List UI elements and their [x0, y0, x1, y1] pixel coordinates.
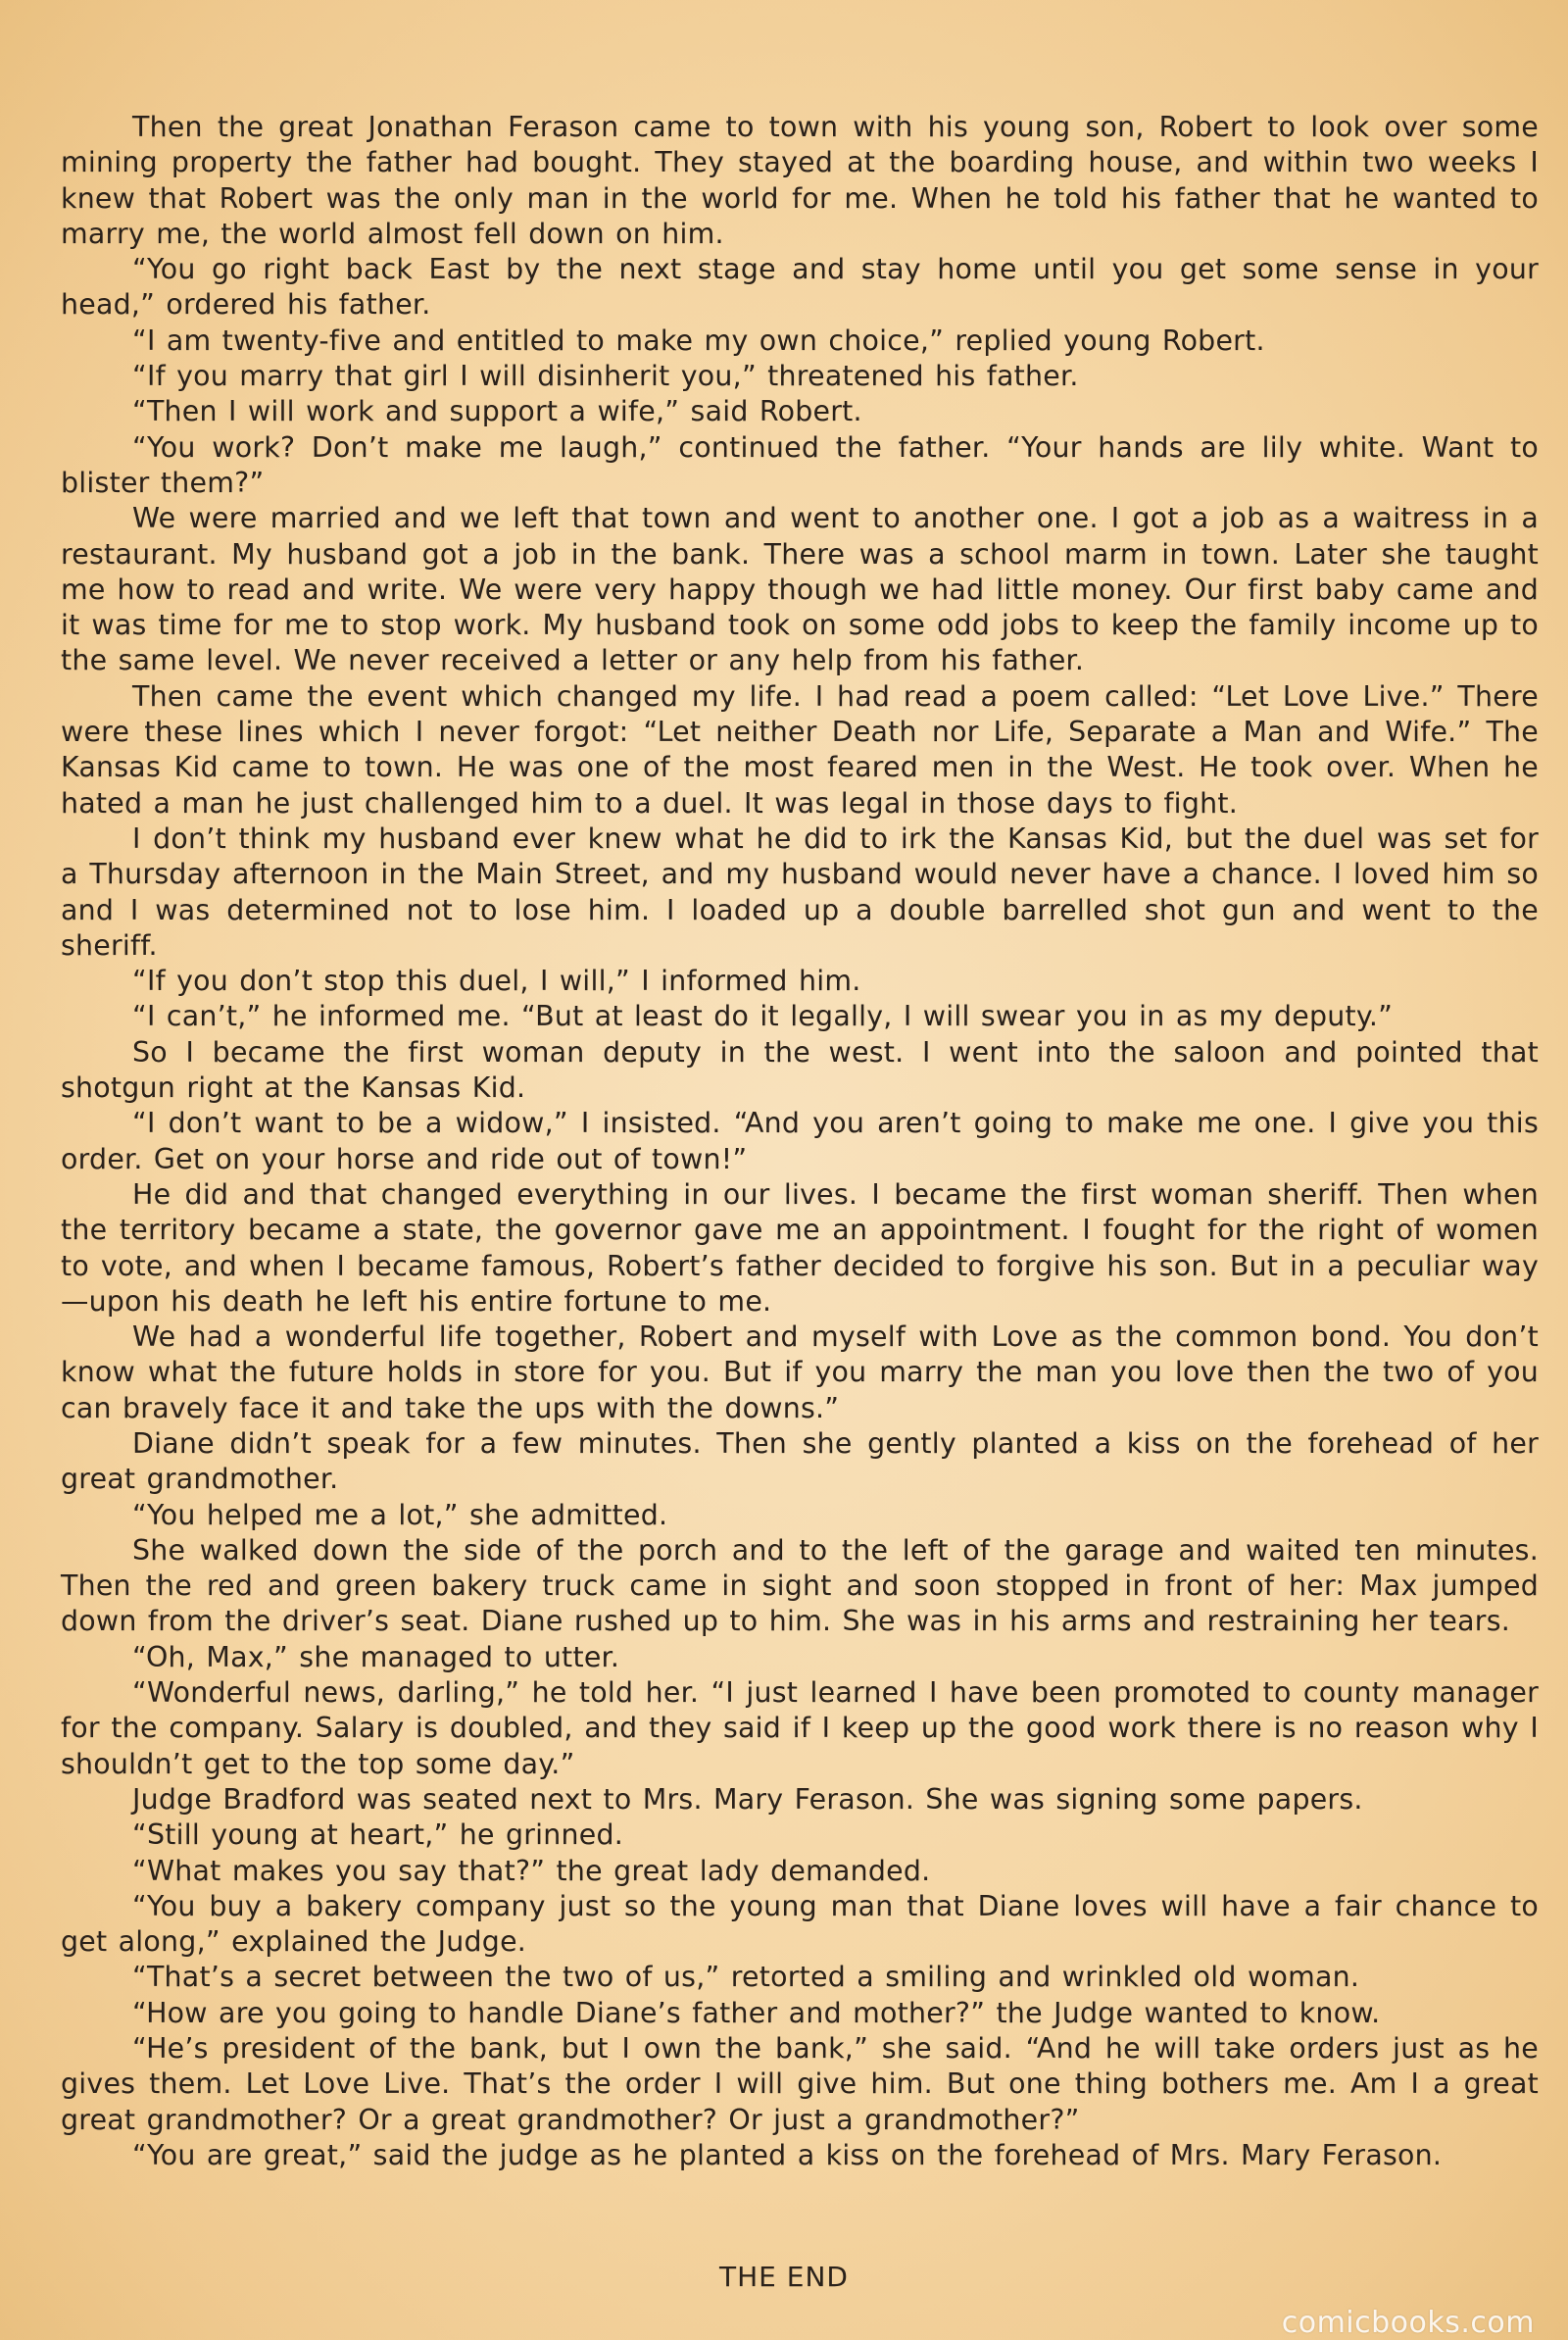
paragraph: “You buy a bakery company just so the young man that Diane loves will have a fair chance to get along,” explained the Judge.: [61, 1889, 1539, 1959]
paragraph: “What makes you say that?” the great lady demanded.: [132, 1854, 931, 1887]
paragraph: “Then I will work and support a wife,” said Robert.: [132, 395, 862, 428]
paragraph: “You go right back East by the next stage and stay home until you get some sense in your head,” ordered his father.: [61, 253, 1539, 322]
story-page: [61, 110, 1539, 2173]
site-watermark: comicbooks.com: [1281, 2306, 1535, 2340]
paragraph: “Still young at heart,” he grinned.: [132, 1818, 624, 1852]
paragraph: “You helped me a lot,” she admitted.: [132, 1498, 668, 1531]
paragraph: “I don’t want to be a widow,” I insisted. “And you aren’t going to make me one. I give you this order. Get on your horse and ride out of town!”: [61, 1107, 1539, 1175]
paragraph: “How are you going to handle Diane’s father and mother?” the Judge wanted to know.: [132, 1996, 1381, 2029]
paragraph: “I am twenty-five and entitled to make my own choice,” replied young Robert.: [132, 324, 1265, 357]
paragraph: “I can’t,” he informed me. “But at least do it legally, I will swear you in as my deputy.”: [132, 1000, 1394, 1033]
paragraph: “Wonderful news, darling,” he told her. “I just learned I have been promoted to county manager for the company. Salary is doubled, and they said if I keep up the good work there is no reason why I shouldn’t get to the top some day.”: [61, 1676, 1539, 1780]
paragraph: Diane didn’t speak for a few minutes. Then she gently planted a kiss on the forehead of her great grandmother.: [61, 1426, 1539, 1496]
the-end-label: THE END: [719, 2261, 849, 2293]
paragraph: I don’t think my husband ever knew what he did to irk the Kansas Kid, but the duel was set for a Thursday afternoon in the Main Street, and my husband would never have a chance. I loved him so and I was determined not to lose him. I loaded up a double barrelled shot gun and went to the sheriff.: [61, 821, 1539, 962]
paragraph: She walked down the side of the porch and to the left of the garage and waited ten minutes. Then the red and green bakery truck came in sight and soon stopped in front of her: Max jumped down from the driver’s seat. Diane rushed up to him. She was in his arms and restraining her tears.: [61, 1533, 1539, 1638]
paragraph: He did and that changed everything in our lives. I became the first woman sheriff. Then when the territory became a state, the governor gave me an appointment. I fought for the right of women to vote, and when I became famous, Robert’s father decided to forgive his son. But in a peculiar way—upon his death he left his entire fortune to me.: [61, 1177, 1539, 1318]
paragraph: “Oh, Max,” she managed to utter.: [132, 1640, 620, 1673]
paragraph: “If you don’t stop this duel, I will,” I informed him.: [132, 965, 861, 998]
paragraph: “If you marry that girl I will disinherit you,” threatened his father.: [132, 360, 1079, 393]
paragraph: So I became the first woman deputy in the west. I went into the saloon and pointed that shotgun right at the Kansas Kid.: [61, 1035, 1539, 1105]
paragraph: “You work? Don’t make me laugh,” continued the father. “Your hands are lily white. Want to blister them?”: [61, 430, 1539, 499]
paragraph: We had a wonderful life together, Robert and myself with Love as the common bond. You don’t know what the future holds in store for you. But if you marry the man you love then the two of you can bravely face it and take the ups with the downs.”: [61, 1320, 1539, 1424]
paragraph: Judge Bradford was seated next to Mrs. Mary Ferason. She was signing some papers.: [132, 1782, 1363, 1816]
story-text: [61, 110, 1539, 2173]
paragraph: “He’s president of the bank, but I own the bank,” she said. “And he will take orders just as he gives them. Let Love Live. That’s the order I will give him. But one thing bothers me. Am I a great great grandmother? Or a great grandmother? Or just a grandmother?”: [61, 2032, 1539, 2136]
paragraph: We were married and we left that town and went to another one. I got a job as a waitress in a restaurant. My husband got a job in the bank. There was a school marm in town. Later she taught me how to read and write. We were very happy though we had little money. Our first baby came and it was time for me to stop work. My husband took on some odd jobs to keep the family income up to the same level. We never received a letter or any help from his father.: [61, 502, 1539, 677]
paragraph: “You are great,” said the judge as he planted a kiss on the forehead of Mrs. Mary Ferason.: [132, 2138, 1443, 2171]
paragraph: Then the great Jonathan Ferason came to town with his young son, Robert to look over some mining property the father had bought. They stayed at the boarding house, and within two weeks I knew that Robert was the only man in the world for me. When he told his father that he wanted to marry me, the world almost fell down on him.: [61, 111, 1539, 250]
paragraph: “That’s a secret between the two of us,” retorted a smiling and wrinkled old woman.: [132, 1961, 1360, 1994]
paragraph: Then came the event which changed my life. I had read a poem called: “Let Love Live.” There were these lines which I never forgot: “Let neither Death nor Life, Separate a Man and Wife.” The Kansas Kid came to town. He was one of the most feared men in the West. He took over. When he hated a man he just challenged him to a duel. It was legal in those days to fight.: [61, 679, 1539, 820]
